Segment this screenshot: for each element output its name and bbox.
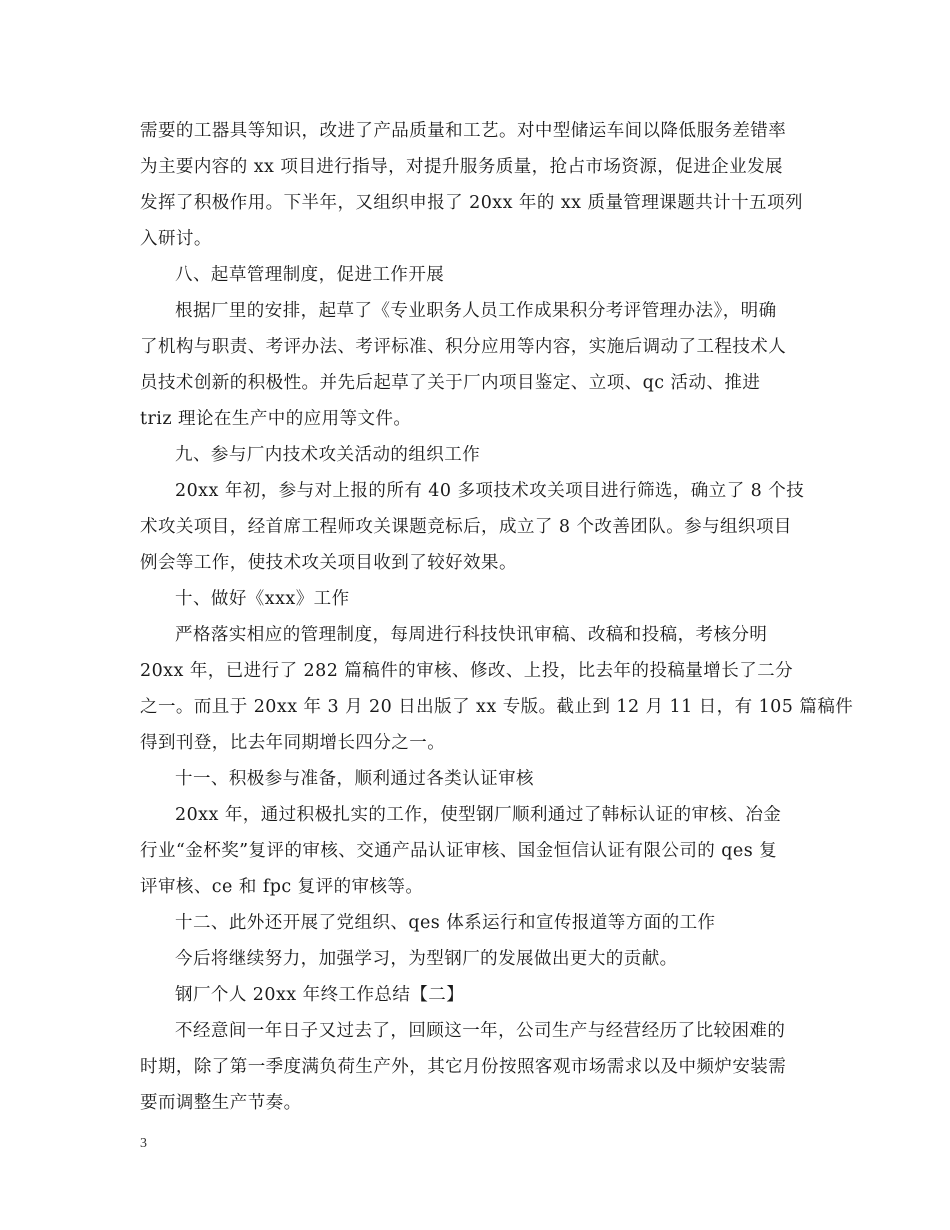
paragraph-line: 了机构与职责、考评办法、考评标准、积分应用等内容，实施后调动了工程技术人 [140,337,787,357]
paragraph-line: 例会等工作，使技术攻关项目收到了较好效果。 [140,553,517,573]
document-subtitle: 钢厂个人 20xx 年终工作总结【二】 [175,985,465,1005]
paragraph-line: 根据厂里的安排，起草了《专业职务人员工作成果积分考评管理办法》，明确 [175,301,777,321]
paragraph-line: 要而调整生产节奏。 [140,1093,302,1113]
paragraph-line: 为主要内容的 xx 项目进行指导，对提升服务质量，抢占市场资源，促进企业发展 [140,157,783,177]
paragraph-line: triz 理论在生产中的应用等文件。 [140,409,412,429]
section-heading: 十一、积极参与准备，顺利通过各类认证审核 [175,769,534,789]
document-body [140,113,854,1121]
paragraph-line: 评审核、ce 和 fpc 复评的审核等。 [140,877,424,897]
section-heading: 十二、此外还开展了党组织、qes 体系运行和宣传报道等方面的工作 [175,913,716,933]
paragraph-line: 发挥了积极作用。下半年，又组织申报了 20xx 年的 xx 质量管理课题共计十五项列 [140,193,803,213]
section-heading: 十、做好《xxx》工作 [175,589,350,609]
paragraph-line: 20xx 年，通过积极扎实的工作，使型钢厂顺利通过了韩标认证的审核、冶金 [175,805,782,825]
paragraph-line: 入研讨。 [140,229,212,249]
section-heading: 八、起草管理制度，促进工作开展 [175,265,445,285]
paragraph-line: 员技术创新的积极性。并先后起草了关于厂内项目鉴定、立项、qc 活动、推进 [140,373,761,393]
page-number: 3 [140,1136,147,1151]
paragraph-line: 时期，除了第一季度满负荷生产外，其它月份按照客观市场需求以及中频炉安装需 [140,1057,787,1077]
paragraph-line: 20xx 年，已进行了 282 篇稿件的审核、修改、上投，比去年的投稿量增长了二分 [140,661,794,681]
paragraph-line: 不经意间一年日子又过去了，回顾这一年，公司生产与经营经历了比较困难的 [175,1021,786,1041]
paragraph-line: 20xx 年初，参与对上报的所有 40 多项技术攻关项目进行筛选，确立了 8 个技 [175,481,805,501]
paragraph-line: 今后将继续努力，加强学习，为型钢厂的发展做出更大的贡献。 [175,949,678,969]
paragraph-line: 之一。而且于 20xx 年 3 月 20 日出版了 xx 专版。截止到 12 月 11 日，有 105 篇稿件 [140,697,854,717]
paragraph-line: 行业“金杯奖”复评的审核、交通产品认证审核、国金恒信认证有限公司的 qes 复 [140,841,778,861]
paragraph-line: 术攻关项目，经首席工程师攻关课题竞标后，成立了 8 个改善团队。参与组织项目 [140,517,792,537]
section-heading: 九、参与厂内技术攻关活动的组织工作 [175,445,481,465]
paragraph-line: 需要的工器具等知识，改进了产品质量和工艺。对中型储运车间以降低服务差错率 [140,121,787,141]
paragraph-line: 严格落实相应的管理制度，每周进行科技快讯审稿、改稿和投稿，考核分明 [175,625,768,645]
paragraph-line: 得到刊登，比去年同期增长四分之一。 [140,733,446,753]
